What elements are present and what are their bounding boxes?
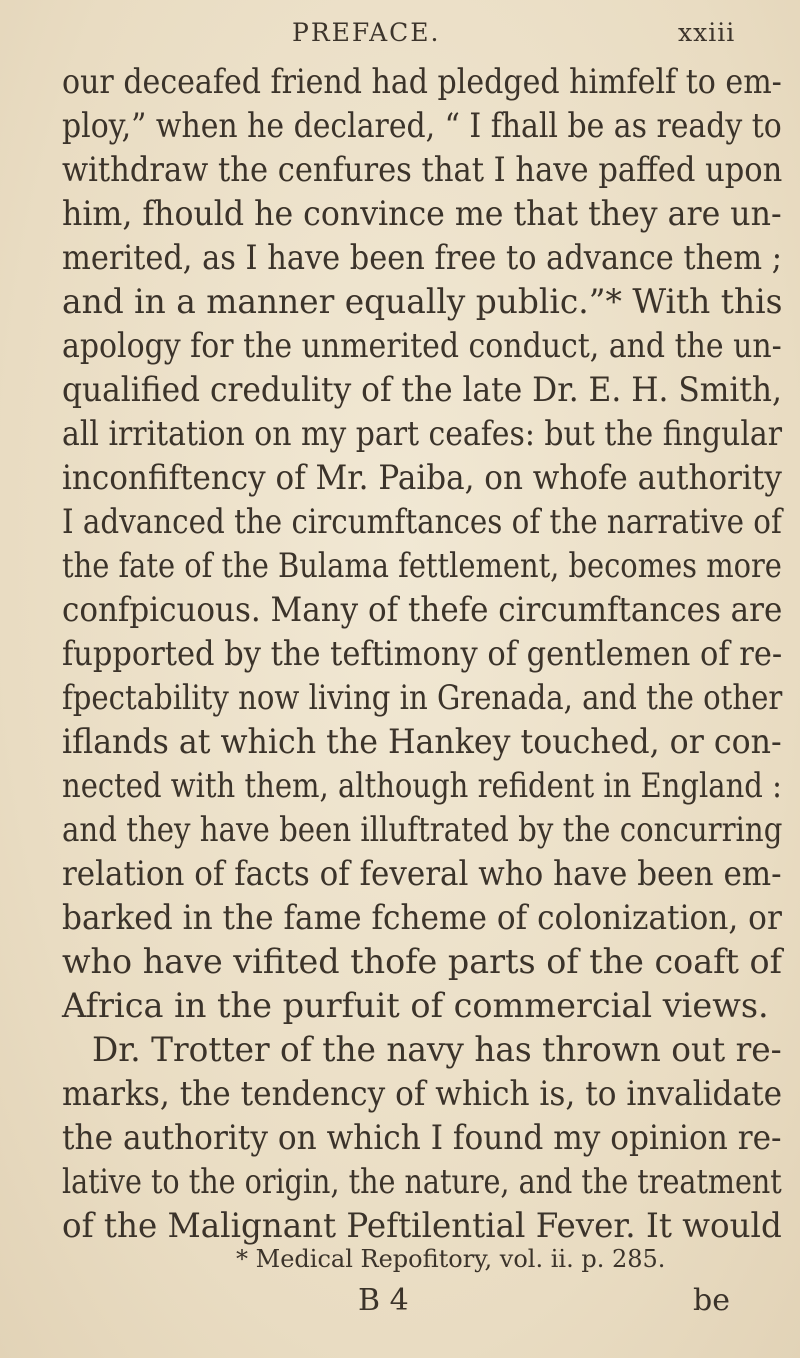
text-line: who have vifited thofe parts of the coaft of bbox=[62, 942, 782, 981]
text-line: and in a manner equally public.”* With this bbox=[62, 282, 783, 321]
text-line: qualified credulity of the late Dr. E. H. Smith, bbox=[62, 370, 782, 409]
text-line: and they have been illuftrated by the concurring bbox=[62, 810, 783, 849]
text-line: of the Malignant Peftilential Fever. It would bbox=[62, 1206, 782, 1245]
text-line: withdraw the cenfures that I have paffed upon bbox=[62, 150, 783, 189]
text-line: iflands at which the Hankey touched, or con- bbox=[62, 722, 782, 761]
text-line: Dr. Trotter of the navy has thrown out re- bbox=[92, 1030, 782, 1069]
text-line: all irritation on my part ceafes: but the fingular bbox=[62, 414, 782, 453]
text-line: nected with them, although refident in England : bbox=[62, 766, 782, 805]
text-line: the fate of the Bulama fettlement, becomes more bbox=[62, 546, 782, 585]
text-line: lative to the origin, the nature, and the treatment bbox=[62, 1162, 782, 1201]
page-header bbox=[0, 18, 800, 58]
text-line: Africa in the purfuit of commercial views. bbox=[62, 986, 769, 1025]
page-number: xxiii bbox=[678, 18, 736, 47]
text-line: marks, the tendency of which is, to invalidate bbox=[62, 1074, 783, 1113]
text-line: fupported by the teftimony of gentlemen of re- bbox=[62, 634, 783, 673]
text-line: merited, as I have been free to advance them ; bbox=[62, 238, 782, 277]
text-line: him, fhould he convince me that they are un- bbox=[62, 194, 782, 233]
catchword: be bbox=[693, 1283, 730, 1318]
text-line: ploy,” when he declared, “ I fhall be as ready to bbox=[62, 106, 782, 145]
text-line: confpicuous. Many of thefe circumftances are bbox=[62, 590, 783, 629]
text-line: fpectability now living in Grenada, and the other bbox=[62, 678, 783, 717]
running-head: PREFACE. bbox=[292, 18, 441, 47]
signature-mark: B 4 bbox=[358, 1283, 409, 1318]
text-line: apology for the unmerited conduct, and the un- bbox=[62, 326, 782, 365]
text-line: the authority on which I found my opinion re- bbox=[62, 1118, 782, 1157]
text-line: barked in the fame fcheme of colonization, or bbox=[62, 898, 782, 937]
text-line: inconfiftency of Mr. Paiba, on whofe authority bbox=[62, 458, 782, 497]
text-line: relation of facts of feveral who have been em- bbox=[62, 854, 782, 893]
footnote: * Medical Repofitory, vol. ii. p. 285. bbox=[236, 1245, 666, 1273]
text-line: I advanced the circumftances of the narrative of bbox=[62, 502, 782, 541]
text-line: our deceafed friend had pledged himfelf to em- bbox=[62, 62, 782, 101]
